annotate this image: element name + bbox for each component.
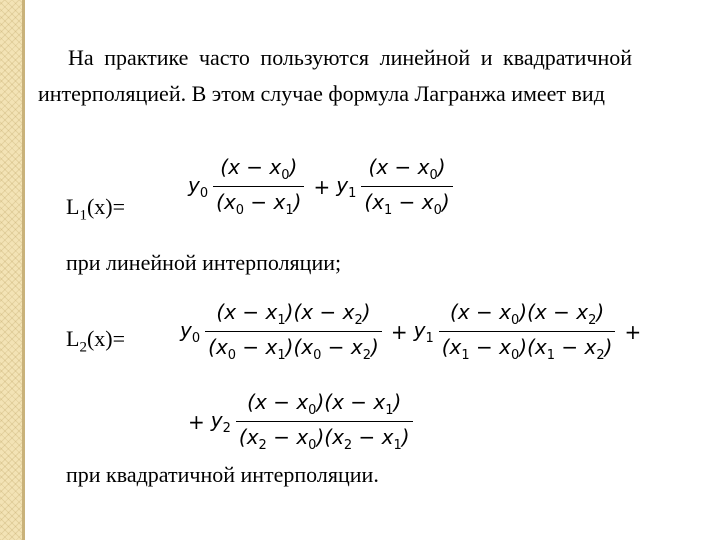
plus-sign: +	[188, 409, 205, 434]
plus-sign: +	[313, 174, 331, 199]
numerator: $(x - x_1)(x - x_2)$	[216, 300, 371, 328]
quadratic-caption: при квадратичной интерполяции.	[66, 462, 379, 487]
coef-y0: $y_0$	[180, 317, 201, 346]
intro-paragraph: На практике часто пользуются линейной и квадратичной интерполяцией. В этом случае формула Лагранжа имеет вид	[38, 45, 632, 106]
coef-y0: $y_0$	[188, 172, 209, 201]
denominator: $(x_1 - x_0)$	[364, 190, 450, 218]
numerator: $(x - x_0)$	[368, 155, 446, 183]
quadratic-lagrange-formula-line-1	[180, 300, 647, 363]
fraction-term-1	[213, 155, 304, 218]
denominator: $(x_2 - x_0)(x_2 - x_1)$	[238, 425, 410, 453]
quadratic-formula-label: $L_2(x)=$	[66, 326, 126, 356]
fraction-term-2	[361, 155, 452, 218]
coef-y2: $y_2$	[210, 407, 231, 436]
linear-caption: при линейной интерполяции;	[66, 250, 342, 275]
denominator: $(x_1 - x_0)(x_1 - x_2)$	[441, 335, 613, 363]
denominator: $(x_0 - x_1)(x_0 - x_2)$	[208, 335, 379, 363]
fraction-term-1	[205, 300, 382, 363]
linear-lagrange-formula	[188, 155, 456, 218]
coef-y1: $y_1$	[413, 317, 434, 346]
coef-y1: $y_1$	[336, 172, 357, 201]
plus-sign: +	[624, 319, 642, 344]
plus-sign: +	[390, 319, 408, 344]
linear-formula-label: $L_1(x)=$	[66, 194, 126, 224]
numerator: $(x - x_0)(x - x_1)$	[247, 390, 402, 418]
numerator: $(x - x_0)(x - x_2)$	[450, 300, 605, 328]
side-bar-edge	[22, 0, 25, 540]
fraction-term-2	[439, 300, 616, 363]
fraction-term-3	[236, 390, 413, 453]
quadratic-lagrange-formula-line-2	[182, 390, 416, 453]
denominator: $(x_0 - x_1)$	[216, 190, 302, 218]
numerator: $(x - x_0)$	[220, 155, 298, 183]
